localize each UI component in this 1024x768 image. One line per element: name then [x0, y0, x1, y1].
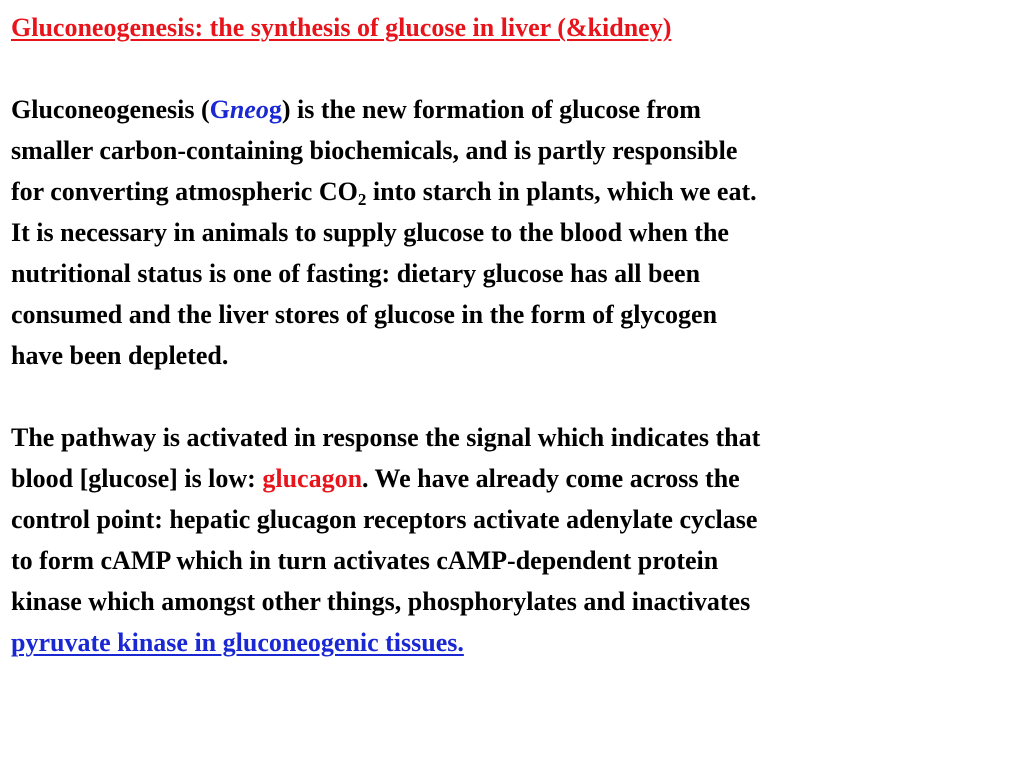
- abbr-neo: neo: [229, 95, 269, 124]
- paragraph-definition-line-1: [11, 89, 1011, 130]
- slide: [11, 8, 1011, 663]
- glucose-low-text: blood [glucose] is low:: [11, 464, 263, 493]
- co2-suffix: into starch in plants, which we eat.: [366, 177, 757, 206]
- slide-title: Gluconeogenesis: the synthesis of glucose in liver (&kidney): [11, 13, 672, 42]
- paragraph-definition-line-2: smaller carbon-containing biochemicals, and is partly responsible: [11, 136, 738, 165]
- paragraph-definition: [11, 89, 1011, 376]
- abbr-g2: g: [268, 95, 282, 124]
- glucagon-highlight: glucagon: [262, 464, 363, 493]
- paragraph-regulation-line-3: control point: hepatic glucagon receptors activate adenylate cyclase: [11, 505, 758, 534]
- intro-text: Gluconeogenesis (: [11, 95, 210, 124]
- paragraph-definition-line-4: It is necessary in animals to supply glucose to the blood when the: [11, 218, 729, 247]
- paragraph-regulation: [11, 417, 1011, 663]
- paragraph-regulation-line-6: [11, 622, 1011, 663]
- paragraph-regulation-line-1: The pathway is activated in response the signal which indicates that: [11, 423, 761, 452]
- paragraph-regulation-line-4: to form cAMP which in turn activates cAMP-dependent protein: [11, 546, 719, 575]
- already-come-text: . We have already come across the: [362, 464, 740, 493]
- co2-prefix: for converting atmospheric CO: [11, 177, 358, 206]
- paragraph-definition-line-5: nutritional status is one of fasting: dietary glucose has all been: [11, 259, 701, 288]
- co2-subscript: 2: [357, 190, 367, 209]
- paragraph-regulation-line-5: kinase which amongst other things, phosphorylates and inactivates: [11, 587, 751, 616]
- paragraph-definition-line-7: have been depleted.: [11, 341, 229, 370]
- abbr-g1: G: [209, 95, 230, 124]
- paragraph-definition-line-6: consumed and the liver stores of glucose in the form of glycogen: [11, 300, 718, 329]
- pyruvate-kinase-link[interactable]: pyruvate kinase in gluconeogenic tissues.: [11, 628, 464, 657]
- after-abbr-text: ) is the new formation of glucose from: [281, 95, 701, 124]
- paragraph-definition-line-3: [11, 171, 1011, 212]
- paragraph-regulation-line-2: [11, 458, 1011, 499]
